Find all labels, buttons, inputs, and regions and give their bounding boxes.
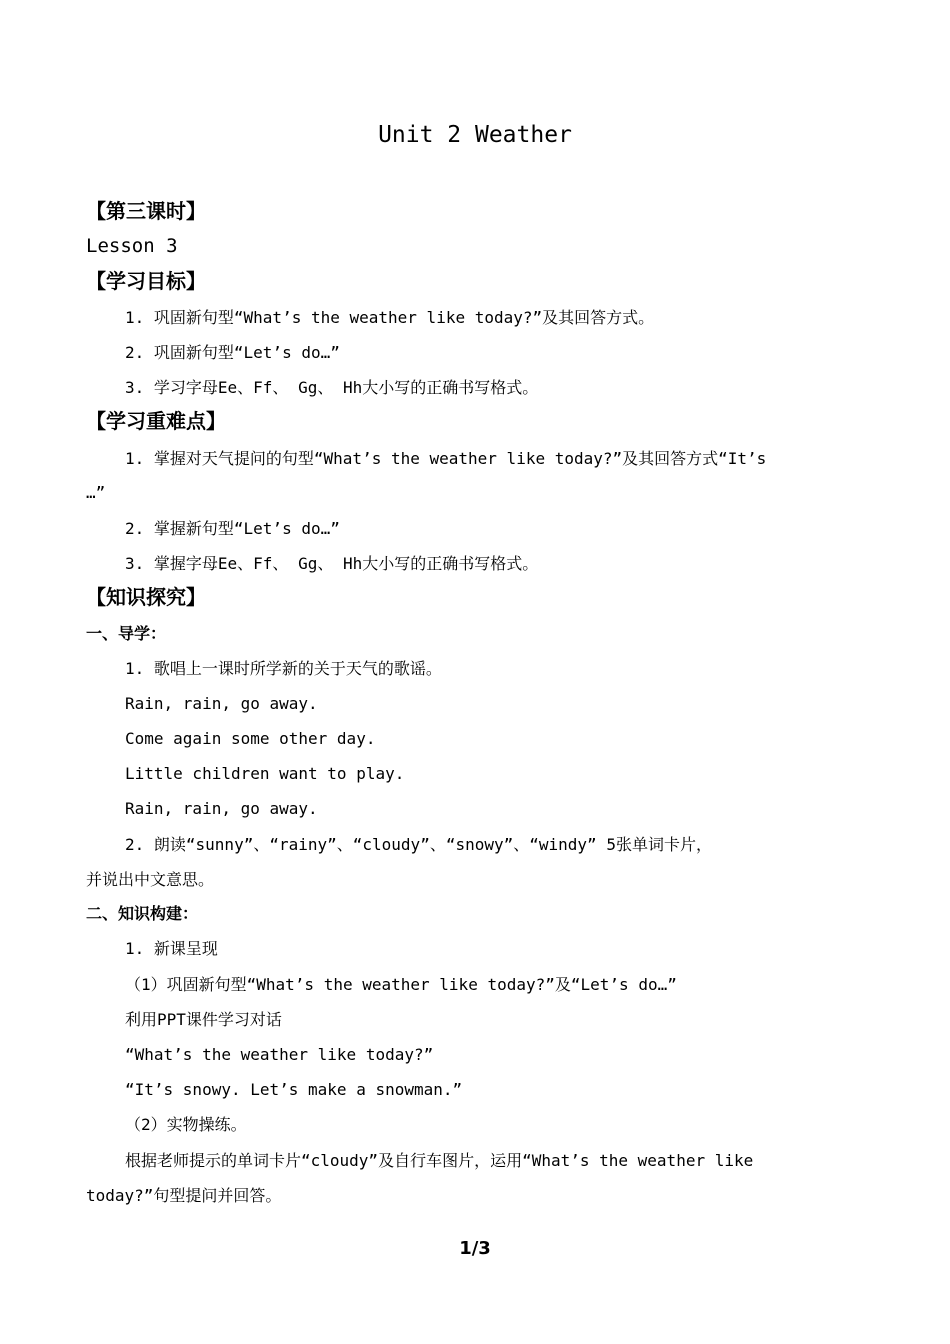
- section2-line: 利用PPT课件学习对话: [125, 1010, 282, 1029]
- dialogue-line: “It’s snowy. Let’s make a snowman.”: [125, 1080, 463, 1099]
- section1-line: 1. 歌唱上一课时所学新的关于天气的歌谣。: [125, 659, 442, 678]
- period-heading: 【第三课时】: [86, 199, 206, 223]
- dialogue-line: “What’s the weather like today?”: [125, 1045, 434, 1064]
- objective-item: 2. 巩固新句型“Let’s do…”: [125, 343, 340, 362]
- lesson-label: Lesson 3: [86, 235, 178, 257]
- section1-line: 2. 朗读“sunny”、“rainy”、“cloudy”、“snowy”、“windy” 5张单词卡片，: [125, 835, 712, 854]
- explore-heading: 【知识探究】: [86, 585, 206, 609]
- section2-line: 1. 新课呈现: [125, 939, 218, 958]
- song-line: Little children want to play.: [125, 764, 405, 783]
- section1-line-continuation: 并说出中文意思。: [86, 870, 215, 889]
- document-title: Unit 2 Weather: [378, 122, 572, 148]
- objective-item: 3. 学习字母Ee、Ff、 Gg、 Hh大小写的正确书写格式。: [125, 378, 539, 397]
- section2-heading: 二、知识构建：: [86, 904, 199, 923]
- song-line: Rain, rain, go away.: [125, 799, 318, 818]
- section1-heading: 一、导学：: [86, 624, 167, 643]
- page-indicator: 1/3: [459, 1238, 491, 1259]
- section2-line: （1）巩固新句型“What’s the weather like today?”及“Let’s do…”: [125, 975, 677, 994]
- section2-line: 根据老师提示的单词卡片“cloudy”及自行车图片，运用“What’s the weather like: [125, 1151, 754, 1170]
- song-line: Come again some other day.: [125, 729, 376, 748]
- section2-line-continuation: today?”句型提问并回答。: [86, 1186, 282, 1205]
- section2-line: （2）实物操练。: [125, 1115, 247, 1134]
- keypoint-item-continuation: …”: [86, 483, 106, 502]
- song-line: Rain, rain, go away.: [125, 694, 318, 713]
- keypoints-heading: 【学习重难点】: [86, 409, 226, 433]
- keypoint-item: 3. 掌握字母Ee、Ff、 Gg、 Hh大小写的正确书写格式。: [125, 554, 539, 573]
- objectives-heading: 【学习目标】: [86, 269, 206, 293]
- objective-item: 1. 巩固新句型“What’s the weather like today?”及其回答方式。: [125, 308, 655, 327]
- keypoint-item: 2. 掌握新句型“Let’s do…”: [125, 519, 340, 538]
- keypoint-item: 1. 掌握对天气提问的句型“What’s the weather like today?”及其回答方式“It’s: [125, 449, 767, 468]
